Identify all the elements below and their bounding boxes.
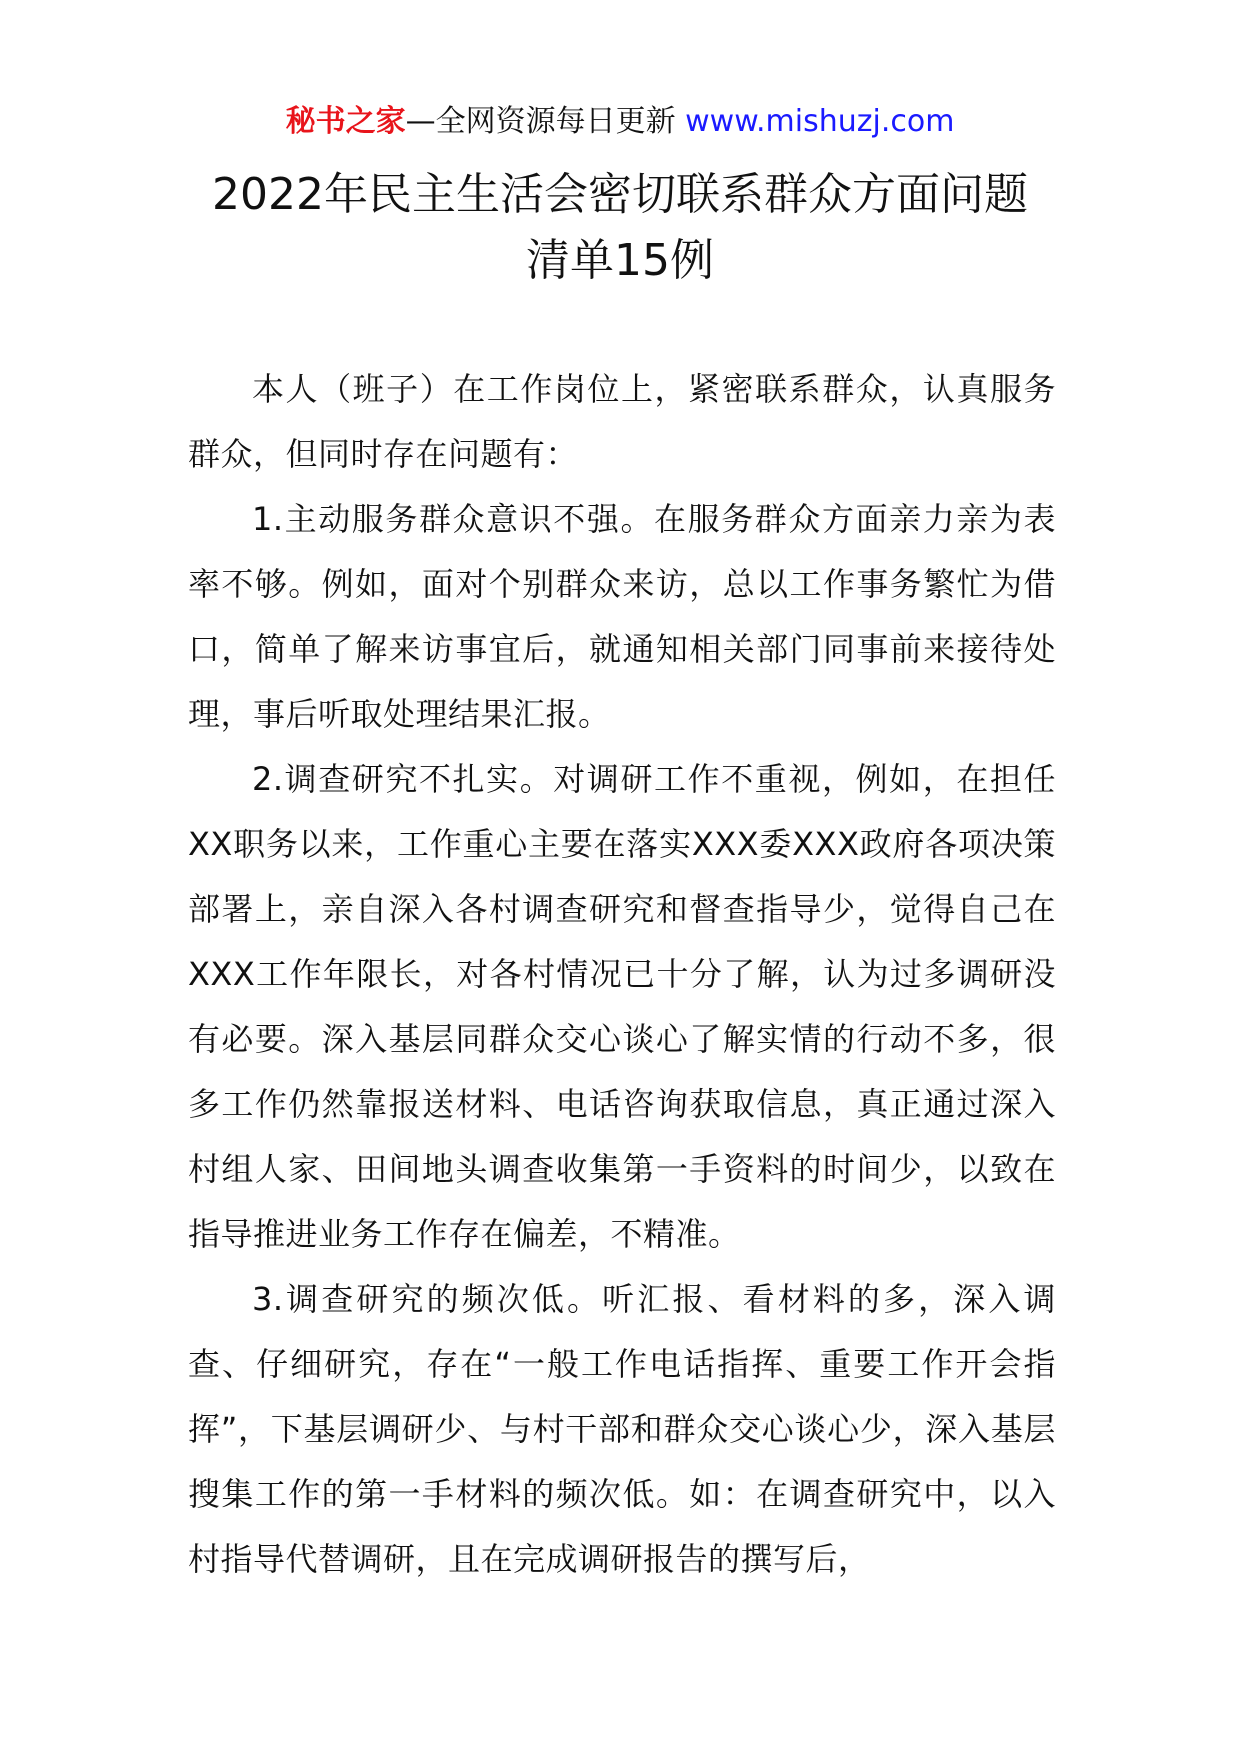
brand-name: 秘书之家 <box>285 104 406 139</box>
document-body <box>188 357 1056 1592</box>
title-line-1: 2022年民主生活会密切联系群众方面问题 <box>212 169 1028 220</box>
site-url-link[interactable]: www.mishuzj.com <box>685 104 955 139</box>
document-title <box>0 162 1240 294</box>
paragraph-item-1: 1.主动服务群众意识不强。在服务群众方面亲力亲为表率不够。例如，面对个别群众来访，总以工作事务繁忙为借口，简单了解来访事宜后，就通知相关部门同事前来接待处理，事后听取处理结果汇报。 <box>188 500 1056 733</box>
header-slogan: —全网资源每日更新 <box>405 104 676 139</box>
paragraph-item-2: 2.调查研究不扎实。对调研工作不重视，例如，在担任XX职务以来，工作重心主要在落实XXX委XXX政府各项决策部署上，亲自深入各村调查研究和督查指导少，觉得自己在XXX工作年限长，对各村情况已十分了解，认为过多调研没有必要。深入基层同群众交心谈心了解实情的行动不多，很多工作仍然靠报送材料、电话咨询获取信息，真正通过深入村组人家、田间地头调查收集第一手资料的时间少，以致在指导推进业务工作存在偏差，不精准。 <box>188 760 1056 1253</box>
title-line-2: 清单15例 <box>526 235 714 286</box>
paragraph-item-3: 3.调查研究的频次低。听汇报、看材料的多，深入调查、仔细研究，存在“一般工作电话指挥、重要工作开会指挥”，下基层调研少、与村干部和群众交心谈心少，深入基层搜集工作的第一手材料的频次低。如：在调查研究中，以入村指导代替调研，且在完成调研报告的撰写后， <box>188 1280 1056 1578</box>
paragraph-intro: 本人（班子）在工作岗位上，紧密联系群众，认真服务群众，但同时存在问题有： <box>188 370 1056 473</box>
site-header <box>0 100 1240 144</box>
